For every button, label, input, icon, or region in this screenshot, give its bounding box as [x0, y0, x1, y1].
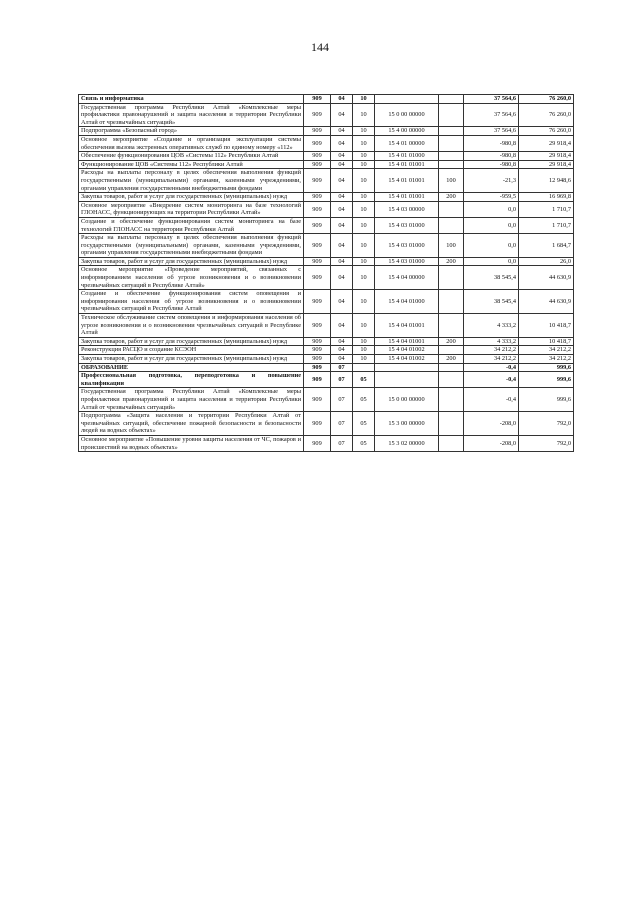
row-name: Закупка товаров, работ и услуг для государственных (муниципальных) нужд [79, 257, 304, 266]
section-code: 07 [331, 388, 353, 412]
amount-change: 4 333,2 [464, 314, 519, 338]
section-code: 04 [331, 314, 353, 338]
amount-total: 16 969,8 [519, 193, 574, 202]
section-code: 07 [331, 372, 353, 388]
amount-change: -21,3 [464, 169, 519, 193]
target-article-code: 15 4 00 00000 [375, 127, 439, 136]
section-code: 04 [331, 127, 353, 136]
subsection-code: 05 [353, 412, 375, 436]
table-row [79, 363, 574, 372]
expense-type-code [439, 103, 464, 127]
row-name: Профессиональная подготовка, переподготовка и повышение квалификации [79, 372, 304, 388]
amount-change: -208,0 [464, 435, 519, 451]
amount-change: -980,8 [464, 135, 519, 151]
expense-type-code: 200 [439, 257, 464, 266]
amount-change: -208,0 [464, 412, 519, 436]
target-article-code: 15 0 00 00000 [375, 103, 439, 127]
expense-type-code [439, 372, 464, 388]
table-row [79, 412, 574, 436]
subsection-code: 10 [353, 160, 375, 169]
subsection-code: 10 [353, 103, 375, 127]
row-name: Подпрограмма «Безопасный город» [79, 127, 304, 136]
admin-code: 909 [304, 388, 331, 412]
amount-total: 1 710,7 [519, 201, 574, 217]
budget-table [78, 94, 574, 452]
admin-code: 909 [304, 412, 331, 436]
table-row [79, 103, 574, 127]
subsection-code: 10 [353, 290, 375, 314]
row-name: Техническое обслуживание систем оповещения и информирования населения об угрозе возникновения и о возникновении чрезвычайных ситуаций в Республике Алтай [79, 314, 304, 338]
amount-change: 0,0 [464, 217, 519, 233]
row-name: Основное мероприятие «Проведение мероприятий, связанных с информированием населения об угрозе возникновения и о возникновении чрезвычайных ситуаций в Республике Алтай» [79, 266, 304, 290]
amount-change: -980,8 [464, 160, 519, 169]
section-code: 04 [331, 346, 353, 355]
amount-change: 34 212,2 [464, 355, 519, 364]
admin-code: 909 [304, 355, 331, 364]
expense-type-code: 200 [439, 193, 464, 202]
row-name: Государственная программа Республики Алтай «Комплексные меры профилактики правонарушений и защита населения и территории Республики Алтай от чрезвычайных ситуаций» [79, 388, 304, 412]
table-row [79, 355, 574, 364]
admin-code: 909 [304, 346, 331, 355]
target-article-code: 15 0 00 00000 [375, 388, 439, 412]
page-number: 144 [311, 40, 329, 54]
admin-code: 909 [304, 160, 331, 169]
subsection-code: 10 [353, 346, 375, 355]
expense-type-code [439, 435, 464, 451]
amount-change: 37 564,6 [464, 95, 519, 104]
target-article-code: 15 4 04 01001 [375, 314, 439, 338]
amount-total: 26,0 [519, 257, 574, 266]
table-row [79, 135, 574, 151]
admin-code: 909 [304, 266, 331, 290]
table-row [79, 372, 574, 388]
amount-total: 76 260,0 [519, 95, 574, 104]
expense-type-code [439, 152, 464, 161]
target-article-code: 15 4 01 01000 [375, 152, 439, 161]
admin-code: 909 [304, 234, 331, 258]
amount-total: 999,6 [519, 388, 574, 412]
target-article-code: 15 3 00 00000 [375, 412, 439, 436]
admin-code: 909 [304, 169, 331, 193]
amount-total: 29 918,4 [519, 160, 574, 169]
target-article-code: 15 4 04 01001 [375, 337, 439, 346]
admin-code: 909 [304, 103, 331, 127]
table-row [79, 435, 574, 451]
table-row [79, 388, 574, 412]
table-row [79, 193, 574, 202]
table-row [79, 95, 574, 104]
row-name: Расходы на выплаты персоналу в целях обеспечения выполнения функций государственными (муниципальными) органами, казенными учреждениями, органами управления государственными внебюджетными фондами [79, 169, 304, 193]
target-article-code: 15 4 01 00000 [375, 135, 439, 151]
amount-total: 34 212,2 [519, 355, 574, 364]
admin-code: 909 [304, 314, 331, 338]
section-code: 04 [331, 290, 353, 314]
section-code: 07 [331, 412, 353, 436]
row-name: Создание и обеспечение функционирования систем мониторинга на базе технологий ГЛОНАСС на территории Республики Алтай [79, 217, 304, 233]
section-code: 04 [331, 103, 353, 127]
section-code: 04 [331, 160, 353, 169]
row-name: Расходы на выплаты персоналу в целях обеспечения выполнения функций государственными (муниципальными) органами, казенными учреждениями, органами управления государственными внебюджетными фондами [79, 234, 304, 258]
subsection-code: 05 [353, 388, 375, 412]
amount-total: 999,6 [519, 363, 574, 372]
row-name: Государственная программа Республики Алтай «Комплексные меры профилактики правонарушений и защита населения и территории Республики Алтай от чрезвычайных ситуаций» [79, 103, 304, 127]
amount-change: 37 564,6 [464, 127, 519, 136]
target-article-code: 15 4 01 01001 [375, 169, 439, 193]
expense-type-code: 100 [439, 234, 464, 258]
section-code: 04 [331, 169, 353, 193]
subsection-code: 05 [353, 372, 375, 388]
target-article-code: 15 4 04 01002 [375, 355, 439, 364]
amount-change: 0,0 [464, 234, 519, 258]
amount-total: 76 260,0 [519, 127, 574, 136]
subsection-code: 10 [353, 169, 375, 193]
table-row [79, 127, 574, 136]
row-name: Закупка товаров, работ и услуг для государственных (муниципальных) нужд [79, 193, 304, 202]
section-code: 04 [331, 266, 353, 290]
row-name: Создание и обеспечение функционирования систем оповещения и информирования населения об угрозе возникновения и о возникновении чрезвычайных ситуаций в Республике Алтай [79, 290, 304, 314]
amount-change: -0,4 [464, 372, 519, 388]
amount-total: 29 918,4 [519, 135, 574, 151]
subsection-code: 10 [353, 152, 375, 161]
admin-code: 909 [304, 135, 331, 151]
admin-code: 909 [304, 95, 331, 104]
subsection-code: 10 [353, 95, 375, 104]
subsection-code: 10 [353, 257, 375, 266]
section-code: 04 [331, 257, 353, 266]
amount-change: 4 333,2 [464, 337, 519, 346]
subsection-code: 10 [353, 234, 375, 258]
target-article-code: 15 4 04 01002 [375, 346, 439, 355]
amount-total: 44 630,9 [519, 290, 574, 314]
expense-type-code [439, 290, 464, 314]
subsection-code: 10 [353, 127, 375, 136]
amount-change: -0,4 [464, 363, 519, 372]
table-row [79, 160, 574, 169]
target-article-code: 15 4 04 01000 [375, 290, 439, 314]
section-code: 04 [331, 201, 353, 217]
expense-type-code [439, 346, 464, 355]
admin-code: 909 [304, 257, 331, 266]
section-code: 07 [331, 363, 353, 372]
row-name: Реконструкция РАСЦО и создание КСЭОН [79, 346, 304, 355]
expense-type-code [439, 363, 464, 372]
admin-code: 909 [304, 435, 331, 451]
row-name: Основное мероприятие «Внедрение систем мониторинга на базе технологий ГЛОНАСС, функционирующих на территории Республики Алтай» [79, 201, 304, 217]
expense-type-code: 100 [439, 169, 464, 193]
target-article-code: 15 4 03 00000 [375, 201, 439, 217]
amount-total: 76 260,0 [519, 103, 574, 127]
row-name: Основное мероприятие «Повышение уровня защиты населения от ЧС, пожаров и происшествий на водных объектах» [79, 435, 304, 451]
table-row [79, 346, 574, 355]
expense-type-code [439, 201, 464, 217]
admin-code: 909 [304, 337, 331, 346]
expense-type-code [439, 95, 464, 104]
subsection-code: 10 [353, 201, 375, 217]
table-row [79, 337, 574, 346]
table-body [79, 95, 574, 452]
section-code: 04 [331, 337, 353, 346]
amount-change: 37 564,6 [464, 103, 519, 127]
row-name: ОБРАЗОВАНИЕ [79, 363, 304, 372]
section-code: 04 [331, 152, 353, 161]
subsection-code: 10 [353, 337, 375, 346]
amount-total: 1 710,7 [519, 217, 574, 233]
subsection-code: 10 [353, 266, 375, 290]
amount-total: 10 418,7 [519, 314, 574, 338]
table-row [79, 290, 574, 314]
amount-total: 999,6 [519, 372, 574, 388]
section-code: 04 [331, 95, 353, 104]
subsection-code: 10 [353, 217, 375, 233]
admin-code: 909 [304, 290, 331, 314]
admin-code: 909 [304, 363, 331, 372]
expense-type-code [439, 388, 464, 412]
admin-code: 909 [304, 127, 331, 136]
amount-change: 0,0 [464, 201, 519, 217]
expense-type-code [439, 160, 464, 169]
target-article-code: 15 4 01 01001 [375, 193, 439, 202]
subsection-code: 10 [353, 355, 375, 364]
admin-code: 909 [304, 193, 331, 202]
section-code: 04 [331, 355, 353, 364]
amount-change: 38 545,4 [464, 266, 519, 290]
row-name: Функционирование ЦОВ «Системы 112» Республики Алтай [79, 160, 304, 169]
section-code: 04 [331, 217, 353, 233]
table-row [79, 257, 574, 266]
table-row [79, 152, 574, 161]
amount-total: 12 948,6 [519, 169, 574, 193]
admin-code: 909 [304, 372, 331, 388]
amount-change: -980,8 [464, 152, 519, 161]
row-name: Обеспечение функционирования ЦОВ «Системы 112» Республики Алтай [79, 152, 304, 161]
subsection-code: 10 [353, 135, 375, 151]
section-code: 07 [331, 435, 353, 451]
target-article-code: 15 4 04 00000 [375, 266, 439, 290]
amount-change: -959,5 [464, 193, 519, 202]
table-row [79, 314, 574, 338]
expense-type-code [439, 266, 464, 290]
amount-total: 1 684,7 [519, 234, 574, 258]
admin-code: 909 [304, 152, 331, 161]
row-name: Связь и информатика [79, 95, 304, 104]
target-article-code [375, 363, 439, 372]
target-article-code: 15 4 03 01000 [375, 257, 439, 266]
target-article-code [375, 372, 439, 388]
expense-type-code [439, 314, 464, 338]
amount-total: 792,0 [519, 412, 574, 436]
table-row [79, 217, 574, 233]
subsection-code: 10 [353, 314, 375, 338]
subsection-code: 05 [353, 435, 375, 451]
expense-type-code [439, 135, 464, 151]
expense-type-code [439, 217, 464, 233]
row-name: Закупка товаров, работ и услуг для государственных (муниципальных) нужд [79, 355, 304, 364]
amount-change: 38 545,4 [464, 290, 519, 314]
expense-type-code [439, 127, 464, 136]
amount-total: 10 418,7 [519, 337, 574, 346]
amount-change: 34 212,2 [464, 346, 519, 355]
section-code: 04 [331, 193, 353, 202]
amount-total: 29 918,4 [519, 152, 574, 161]
row-name: Подпрограмма «Защита населения и территории Республики Алтай от чрезвычайных ситуаций, обеспечение пожарной безопасности и безопасности людей на водных объектах» [79, 412, 304, 436]
amount-change: 0,0 [464, 257, 519, 266]
row-name: Закупка товаров, работ и услуг для государственных (муниципальных) нужд [79, 337, 304, 346]
amount-total: 44 630,9 [519, 266, 574, 290]
table-row [79, 266, 574, 290]
row-name: Основное мероприятие «Создание и организация эксплуатации системы обеспечения вызова экстренных оперативных служб по единому номеру «112» [79, 135, 304, 151]
expense-type-code: 200 [439, 337, 464, 346]
expense-type-code: 200 [439, 355, 464, 364]
amount-total: 34 212,2 [519, 346, 574, 355]
amount-change: -0,4 [464, 388, 519, 412]
target-article-code: 15 4 01 01001 [375, 160, 439, 169]
subsection-code: 10 [353, 193, 375, 202]
table-row [79, 201, 574, 217]
amount-total: 792,0 [519, 435, 574, 451]
admin-code: 909 [304, 201, 331, 217]
target-article-code: 15 4 03 01000 [375, 234, 439, 258]
target-article-code [375, 95, 439, 104]
section-code: 04 [331, 135, 353, 151]
target-article-code: 15 3 02 00000 [375, 435, 439, 451]
section-code: 04 [331, 234, 353, 258]
expense-type-code [439, 412, 464, 436]
subsection-code [353, 363, 375, 372]
admin-code: 909 [304, 217, 331, 233]
table-row [79, 234, 574, 258]
table-row [79, 169, 574, 193]
target-article-code: 15 4 03 01000 [375, 217, 439, 233]
